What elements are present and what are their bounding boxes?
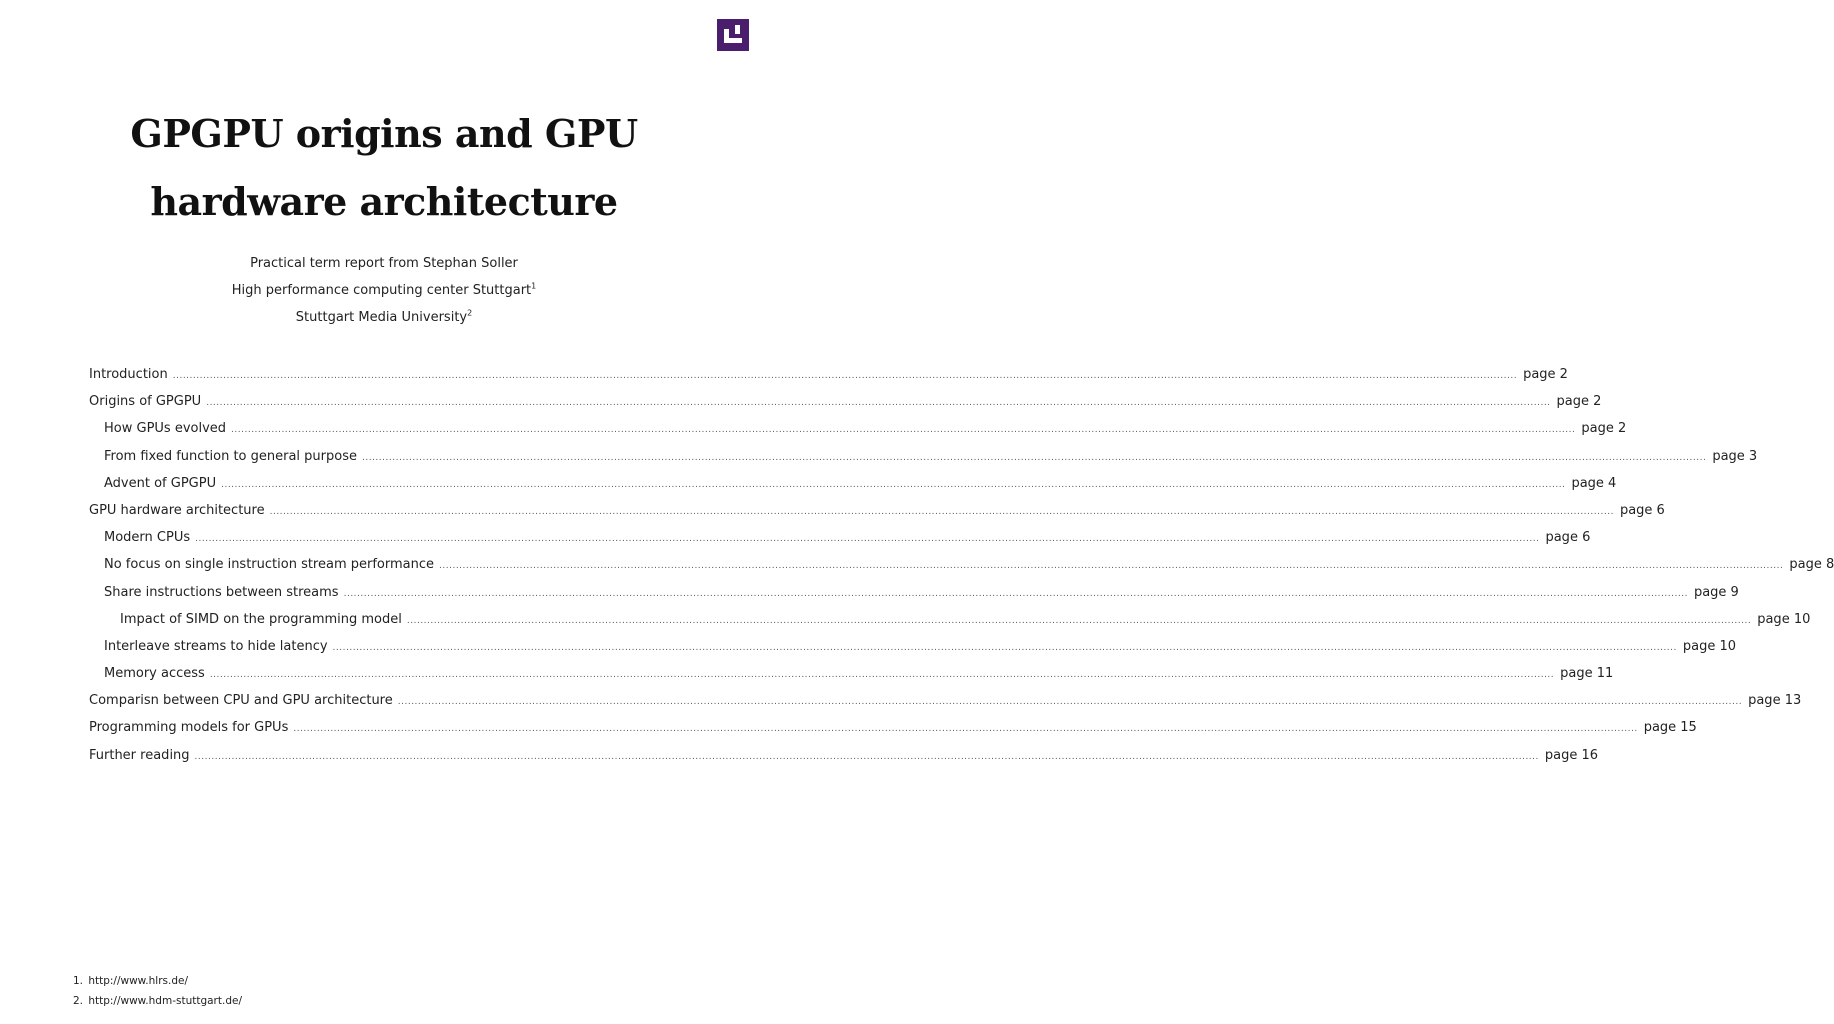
toc-dot-leader: ................................................................................................................................................................................................................................................................................................................................................................................................................ [397, 697, 1743, 708]
toc-entry-label: GPU hardware architecture [89, 502, 265, 518]
toc-entry[interactable] [89, 687, 1802, 714]
toc-dot-leader: ................................................................................................................................................................................................................................................................................................................................................................................................................ [269, 506, 1614, 517]
title-line-1: GPGPU origins and GPU [130, 111, 638, 156]
toc-entry[interactable] [89, 742, 1599, 769]
toc-entry[interactable] [89, 660, 1614, 687]
toc-entry-label: Share instructions between streams [104, 584, 339, 600]
toc-entry-label: No focus on single instruction stream performance [104, 557, 435, 573]
toc-entry-page: page 6 [1619, 502, 1665, 518]
toc-dot-leader: ................................................................................................................................................................................................................................................................................................................................................................................................................ [293, 724, 1638, 735]
toc-entry-page: page 13 [1748, 693, 1802, 709]
footnote-link[interactable]: http://www.hlrs.de/ [88, 975, 189, 987]
toc-entry-label: Interleave streams to hide latency [104, 638, 328, 654]
toc-dot-leader: ................................................................................................................................................................................................................................................................................................................................................................................................................ [406, 615, 1752, 626]
toc-entry-page: page 9 [1693, 584, 1739, 600]
toc-entry-page: page 16 [1544, 747, 1599, 763]
toc-dot-leader: ................................................................................................................................................................................................................................................................................................................................................................................................................ [209, 670, 1555, 681]
toc-entry-label: How GPUs evolved [104, 421, 227, 437]
toc-entry-label: Introduction [89, 367, 168, 382]
footnote-link[interactable]: http://www.hdm-stuttgart.de/ [88, 995, 242, 1007]
table-of-contents [89, 361, 1834, 769]
toc-entry[interactable] [89, 497, 1665, 524]
toc-entry[interactable] [89, 524, 1591, 551]
footnotes [73, 971, 242, 1011]
toc-entry[interactable] [89, 470, 1617, 497]
toc-entry-page: page 15 [1643, 720, 1697, 736]
footnote-number: 2. [73, 995, 84, 1007]
toc-entry-page: page 10 [1682, 638, 1737, 654]
toc-entry-page: page 11 [1560, 666, 1614, 682]
toc-entry[interactable] [89, 443, 1758, 470]
toc-entry[interactable] [89, 606, 1811, 633]
toc-entry-label: Modern CPUs [104, 530, 191, 546]
subtitle-line: Stuttgart Media University$^2$ [295, 308, 473, 325]
toc-dot-leader: ................................................................................................................................................................................................................................................................................................................................................................................................................ [194, 751, 1539, 762]
footnote-ref-2[interactable]: 2 [467, 308, 473, 318]
toc-entry-page: page 3 [1712, 448, 1758, 464]
toc-entry[interactable] [89, 415, 1627, 442]
toc-entry[interactable] [89, 633, 1737, 660]
toc-entry-page: page 4 [1571, 475, 1617, 491]
toc-dot-leader: ................................................................................................................................................................................................................................................................................................................................................................................................................ [231, 425, 1576, 436]
toc-entry-page: page 2 [1523, 367, 1568, 382]
toc-entry-page: page 2 [1556, 394, 1602, 410]
footnote-1 [73, 971, 242, 991]
toc-entry[interactable] [89, 714, 1697, 741]
hdm-logo-icon [717, 19, 749, 51]
toc-dot-leader: ................................................................................................................................................................................................................................................................................................................................................................................................................ [172, 371, 1518, 381]
toc-entry-label: Advent of GPGPU [104, 475, 217, 491]
toc-dot-leader: ................................................................................................................................................................................................................................................................................................................................................................................................................ [221, 479, 1566, 490]
toc-dot-leader: ................................................................................................................................................................................................................................................................................................................................................................................................................ [343, 588, 1688, 599]
toc-entry-label: Origins of GPGPU [89, 394, 202, 410]
title-line-2: hardware architecture [150, 179, 618, 224]
toc-entry-page: page 6 [1545, 530, 1591, 546]
toc-dot-leader: ................................................................................................................................................................................................................................................................................................................................................................................................................ [361, 452, 1707, 463]
toc-entry-label: Comparisn between CPU and GPU architecture [89, 693, 393, 709]
toc-entry-label: Impact of SIMD on the programming model [120, 611, 402, 627]
document-title [0, 100, 768, 236]
toc-entry-page: page 8 [1789, 557, 1834, 573]
toc-entry-page: page 2 [1581, 421, 1627, 437]
toc-entry[interactable] [89, 579, 1739, 606]
subtitle-block [0, 250, 768, 331]
toc-entry[interactable] [89, 388, 1602, 415]
toc-dot-leader: ................................................................................................................................................................................................................................................................................................................................................................................................................ [439, 561, 1784, 572]
toc-dot-leader: ................................................................................................................................................................................................................................................................................................................................................................................................................ [206, 398, 1551, 409]
toc-entry[interactable] [89, 361, 1568, 388]
footnote-ref-1[interactable]: 1 [531, 281, 537, 291]
toc-entry[interactable] [89, 551, 1834, 578]
toc-entry-page: page 10 [1757, 611, 1811, 627]
toc-dot-leader: ................................................................................................................................................................................................................................................................................................................................................................................................................ [332, 642, 1677, 653]
subtitle-line: Practical term report from Stephan Soller [250, 256, 518, 271]
toc-dot-leader: ................................................................................................................................................................................................................................................................................................................................................................................................................ [195, 534, 1540, 545]
toc-entry-label: Further reading [89, 747, 190, 763]
footnote-number: 1. [73, 975, 84, 987]
subtitle-line: High performance computing center Stuttgart$^1$ [231, 281, 537, 298]
toc-entry-label: From fixed function to general purpose [104, 448, 357, 464]
toc-entry-label: Memory access [104, 666, 205, 682]
footnote-2 [73, 991, 242, 1011]
toc-entry-label: Programming models for GPUs [89, 720, 289, 736]
